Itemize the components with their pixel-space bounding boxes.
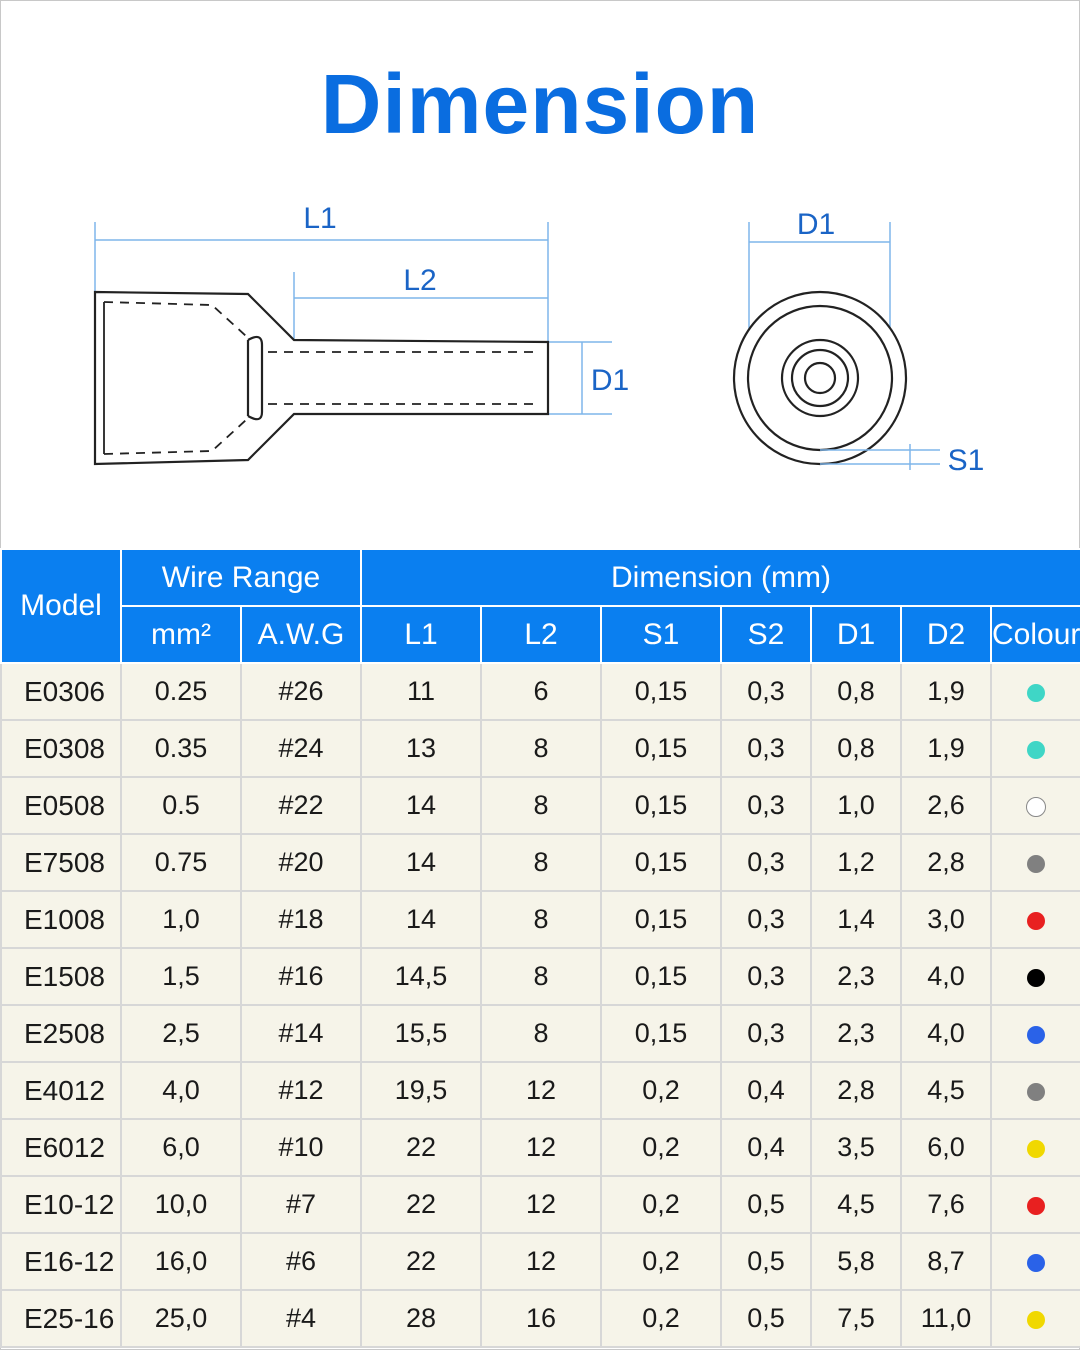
- table-row: [1, 1233, 1080, 1290]
- cell-d2: 4,5: [901, 1062, 991, 1119]
- cell-l1: 22: [361, 1119, 481, 1176]
- cell-d2: 1,9: [901, 663, 991, 720]
- cell-colour: [991, 834, 1080, 891]
- cell-model: E0308: [1, 720, 121, 777]
- cell-s1: 0,2: [601, 1062, 721, 1119]
- cell-l2: 16: [481, 1290, 601, 1347]
- cell-s1: 0,2: [601, 1233, 721, 1290]
- colour-swatch: [1027, 684, 1045, 702]
- header-s1: S1: [601, 606, 721, 663]
- cell-model: E2508: [1, 1005, 121, 1062]
- cell-l1: 14: [361, 891, 481, 948]
- cell-s2: 0,4: [721, 1119, 811, 1176]
- cell-colour: [991, 1062, 1080, 1119]
- cell-s2: 0,3: [721, 663, 811, 720]
- cell-s2: 0,5: [721, 1233, 811, 1290]
- table-row: [1, 663, 1080, 720]
- cell-colour: [991, 1005, 1080, 1062]
- header-l2: L2: [481, 606, 601, 663]
- table-row: [1, 1119, 1080, 1176]
- cell-awg: #6: [241, 1233, 361, 1290]
- cell-d1: 4,5: [811, 1176, 901, 1233]
- cell-mm2: 4,0: [121, 1062, 241, 1119]
- cell-l2: 8: [481, 720, 601, 777]
- cell-awg: #10: [241, 1119, 361, 1176]
- colour-swatch: [1027, 1026, 1045, 1044]
- header-d2: D2: [901, 606, 991, 663]
- table-row: [1, 1062, 1080, 1119]
- cell-s2: 0,3: [721, 948, 811, 1005]
- colour-swatch: [1027, 1083, 1045, 1101]
- cell-s1: 0,15: [601, 891, 721, 948]
- cell-colour: [991, 1233, 1080, 1290]
- table-body: [1, 663, 1080, 1347]
- cell-s1: 0,15: [601, 834, 721, 891]
- cell-s2: 0,3: [721, 834, 811, 891]
- cell-model: E1508: [1, 948, 121, 1005]
- d1-side-dimension: [548, 342, 629, 414]
- table-row: [1, 834, 1080, 891]
- cell-d1: 7,5: [811, 1290, 901, 1347]
- cell-l2: 6: [481, 663, 601, 720]
- cell-colour: [991, 891, 1080, 948]
- cell-d1: 5,8: [811, 1233, 901, 1290]
- table-row: [1, 891, 1080, 948]
- table-row: [1, 1176, 1080, 1233]
- cell-mm2: 1,0: [121, 891, 241, 948]
- cell-l1: 28: [361, 1290, 481, 1347]
- header-awg: A.W.G: [241, 606, 361, 663]
- cell-s2: 0,5: [721, 1290, 811, 1347]
- ferrule-side-view: [95, 292, 548, 464]
- cell-mm2: 25,0: [121, 1290, 241, 1347]
- cell-d2: 2,8: [901, 834, 991, 891]
- cell-s1: 0,2: [601, 1119, 721, 1176]
- cell-l2: 8: [481, 948, 601, 1005]
- cell-s2: 0,3: [721, 720, 811, 777]
- cell-model: E16-12: [1, 1233, 121, 1290]
- cell-d2: 1,9: [901, 720, 991, 777]
- s1-label: S1: [947, 444, 985, 477]
- cell-model: E1008: [1, 891, 121, 948]
- cell-l2: 8: [481, 1005, 601, 1062]
- cell-model: E0508: [1, 777, 121, 834]
- cell-s1: 0,15: [601, 777, 721, 834]
- cell-mm2: 0.25: [121, 663, 241, 720]
- cell-awg: #16: [241, 948, 361, 1005]
- cell-l1: 14: [361, 834, 481, 891]
- table-row: [1, 777, 1080, 834]
- d1-side-label: D1: [590, 364, 630, 397]
- cell-d1: 2,8: [811, 1062, 901, 1119]
- cell-l1: 19,5: [361, 1062, 481, 1119]
- cell-l1: 14,5: [361, 948, 481, 1005]
- specification-table: [0, 548, 1080, 1348]
- cell-d1: 1,4: [811, 891, 901, 948]
- table-row: [1, 1290, 1080, 1347]
- cell-mm2: 2,5: [121, 1005, 241, 1062]
- cell-model: E4012: [1, 1062, 121, 1119]
- cell-awg: #22: [241, 777, 361, 834]
- cell-d2: 3,0: [901, 891, 991, 948]
- cell-model: E7508: [1, 834, 121, 891]
- cell-s2: 0,3: [721, 1005, 811, 1062]
- cell-colour: [991, 1176, 1080, 1233]
- cell-awg: #24: [241, 720, 361, 777]
- cell-colour: [991, 777, 1080, 834]
- cell-colour: [991, 1119, 1080, 1176]
- cell-d2: 4,0: [901, 1005, 991, 1062]
- cell-d1: 0,8: [811, 720, 901, 777]
- ferrule-end-view: [734, 292, 906, 464]
- d1-end-label: D1: [796, 208, 836, 241]
- cell-s1: 0,15: [601, 720, 721, 777]
- cell-awg: #4: [241, 1290, 361, 1347]
- cell-awg: #26: [241, 663, 361, 720]
- colour-swatch: [1027, 741, 1045, 759]
- cell-colour: [991, 720, 1080, 777]
- cell-d1: 2,3: [811, 948, 901, 1005]
- cell-l2: 8: [481, 777, 601, 834]
- ferrule-dimension-diagram: [0, 180, 1080, 540]
- cell-l2: 12: [481, 1176, 601, 1233]
- cell-mm2: 6,0: [121, 1119, 241, 1176]
- colour-swatch: [1027, 855, 1045, 873]
- table-row: [1, 1005, 1080, 1062]
- cell-mm2: 10,0: [121, 1176, 241, 1233]
- cell-d2: 7,6: [901, 1176, 991, 1233]
- cell-l1: 22: [361, 1233, 481, 1290]
- cell-colour: [991, 948, 1080, 1005]
- cell-l1: 13: [361, 720, 481, 777]
- cell-model: E10-12: [1, 1176, 121, 1233]
- colour-swatch: [1027, 969, 1045, 987]
- colour-swatch: [1027, 1197, 1045, 1215]
- cell-d1: 2,3: [811, 1005, 901, 1062]
- cell-d1: 1,2: [811, 834, 901, 891]
- cell-mm2: 1,5: [121, 948, 241, 1005]
- header-row-top: [1, 549, 1080, 606]
- header-l1: L1: [361, 606, 481, 663]
- header-wire-range: Wire Range: [121, 549, 361, 606]
- cell-model: E25-16: [1, 1290, 121, 1347]
- cell-l1: 22: [361, 1176, 481, 1233]
- header-d1: D1: [811, 606, 901, 663]
- header-dimension: Dimension (mm): [361, 549, 1080, 606]
- cell-d1: 3,5: [811, 1119, 901, 1176]
- colour-swatch: [1026, 797, 1046, 817]
- cell-d2: 4,0: [901, 948, 991, 1005]
- cell-d2: 6,0: [901, 1119, 991, 1176]
- cell-d2: 11,0: [901, 1290, 991, 1347]
- cell-s2: 0,4: [721, 1062, 811, 1119]
- colour-swatch: [1027, 1311, 1045, 1329]
- cell-model: E6012: [1, 1119, 121, 1176]
- page-title: Dimension: [320, 57, 760, 151]
- colour-swatch: [1027, 912, 1045, 930]
- cell-awg: #20: [241, 834, 361, 891]
- cell-d2: 2,6: [901, 777, 991, 834]
- colour-swatch: [1027, 1140, 1045, 1158]
- cell-l1: 15,5: [361, 1005, 481, 1062]
- cell-l2: 12: [481, 1062, 601, 1119]
- cell-s2: 0,3: [721, 777, 811, 834]
- cell-l2: 12: [481, 1119, 601, 1176]
- cell-awg: #14: [241, 1005, 361, 1062]
- cell-colour: [991, 663, 1080, 720]
- cell-s1: 0,15: [601, 1005, 721, 1062]
- table-row: [1, 720, 1080, 777]
- header-colour: Colour: [991, 606, 1080, 663]
- cell-colour: [991, 1290, 1080, 1347]
- cell-awg: #12: [241, 1062, 361, 1119]
- cell-mm2: 16,0: [121, 1233, 241, 1290]
- cell-l2: 12: [481, 1233, 601, 1290]
- cell-awg: #18: [241, 891, 361, 948]
- cell-s1: 0,2: [601, 1176, 721, 1233]
- l2-label: L2: [403, 264, 437, 297]
- header-row-sub: [1, 606, 1080, 663]
- cell-model: E0306: [1, 663, 121, 720]
- cell-l2: 8: [481, 834, 601, 891]
- cell-l1: 14: [361, 777, 481, 834]
- cell-s1: 0,15: [601, 663, 721, 720]
- cell-l1: 11: [361, 663, 481, 720]
- l2-dimension: [294, 264, 548, 340]
- cell-awg: #7: [241, 1176, 361, 1233]
- colour-swatch: [1027, 1254, 1045, 1272]
- cell-s2: 0,5: [721, 1176, 811, 1233]
- cell-s1: 0,2: [601, 1290, 721, 1347]
- cell-l2: 8: [481, 891, 601, 948]
- header-model: Model: [1, 549, 121, 663]
- header-s2: S2: [721, 606, 811, 663]
- cell-s1: 0,15: [601, 948, 721, 1005]
- cell-mm2: 0.5: [121, 777, 241, 834]
- table-row: [1, 948, 1080, 1005]
- l1-label: L1: [303, 202, 337, 235]
- header-mm2: mm²: [121, 606, 241, 663]
- cell-d1: 1,0: [811, 777, 901, 834]
- cell-d1: 0,8: [811, 663, 901, 720]
- cell-d2: 8,7: [901, 1233, 991, 1290]
- cell-s2: 0,3: [721, 891, 811, 948]
- cell-mm2: 0.75: [121, 834, 241, 891]
- cell-mm2: 0.35: [121, 720, 241, 777]
